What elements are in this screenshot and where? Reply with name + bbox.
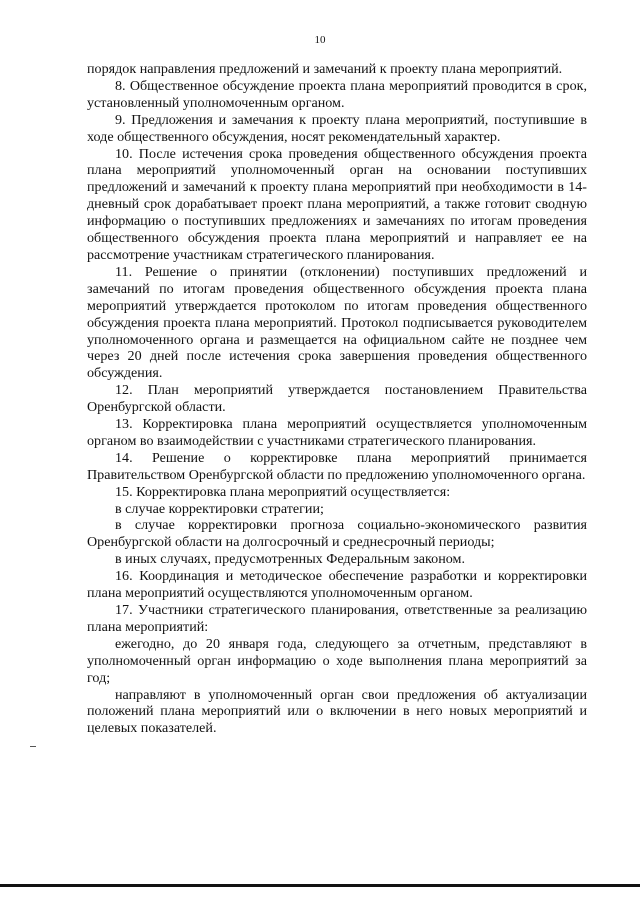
paragraph-17-item-2: направляют в уполномоченный орган свои предложения об актуализации положений плана мероприятий или о включении в него новых мероприятий и целевых показателей. [87, 686, 587, 737]
paragraph-8: 8. Общественное обсуждение проекта плана мероприятий проводится в срок, установленный уполномоченным органом. [87, 77, 587, 111]
paragraph-13: 13. Корректировка плана мероприятий осуществляется уполномоченным органом во взаимодействии с участниками стратегического планирования. [87, 416, 587, 449]
document-body [87, 61, 587, 737]
margin-mark [30, 746, 36, 747]
paragraph-16: 16. Координация и методическое обеспечение разработки и корректировки плана мероприятий осуществляются уполномоченным органом. [87, 568, 587, 602]
paragraph-15-item-3: в иных случаях, предусмотренных Федеральным законом. [115, 551, 465, 568]
paragraph-12: 12. План мероприятий утверждается постановлением Правительства Оренбургской области. [87, 382, 587, 416]
page-bottom-rule [0, 884, 640, 887]
paragraph-17: 17. Участники стратегического планирования, ответственные за реализацию плана мероприятий: [87, 602, 587, 635]
page-number: 10 [314, 34, 326, 46]
paragraph-15: 15. Корректировка плана мероприятий осуществляется: [115, 483, 451, 500]
paragraph-continuation: порядок направления предложений и замечаний к проекту плана мероприятий. [87, 61, 563, 77]
paragraph-15-item-2: в случае корректировки прогноза социально-экономического развития Оренбургской области на долгосрочный и среднесрочный периоды; [87, 517, 587, 551]
paragraph-11: 11. Решение о принятии (отклонении) поступивших предложений и замечаний по итогам проведения общественного обсуждения проекта плана мероприятий утверждается протоколом по итогам проведения общественного обсуждения проекта плана мероприятий. Протокол подписывается руководителем уполномоченного органа и размещается на официальном сайте не позднее чем через 20 дней после истечения срока завершения проведения общественного обсуждения. [87, 263, 587, 382]
paragraph-17-item-1: ежегодно, до 20 января года, следующего за отчетным, представляют в уполномоченный орган информацию о ходе выполнения плана мероприятий за год; [87, 635, 587, 686]
paragraph-9: 9. Предложения и замечания к проекту плана мероприятий, поступившие в ходе общественного обсуждения, носят рекомендательный характер. [87, 111, 587, 145]
paragraph-14: 14. Решение о корректировке плана мероприятий принимается Правительством Оренбургской области по предложению уполномоченного органа. [87, 449, 587, 483]
paragraph-10: 10. После истечения срока проведения общественного обсуждения проекта плана мероприятий уполномоченный орган на основании поступивших предложений и замечаний к проекту плана мероприятий при необходимости в 14-дневный срок дорабатывает проект плана мероприятий, а также готовит сводную информацию о поступивших предложениях и замечаниях по итогам проведения общественного обсуждения проекта плана мероприятий и направляет ее на рассмотрение участникам стратегического планирования. [87, 145, 587, 263]
paragraph-15-item-1: в случае корректировки стратегии; [115, 500, 324, 517]
